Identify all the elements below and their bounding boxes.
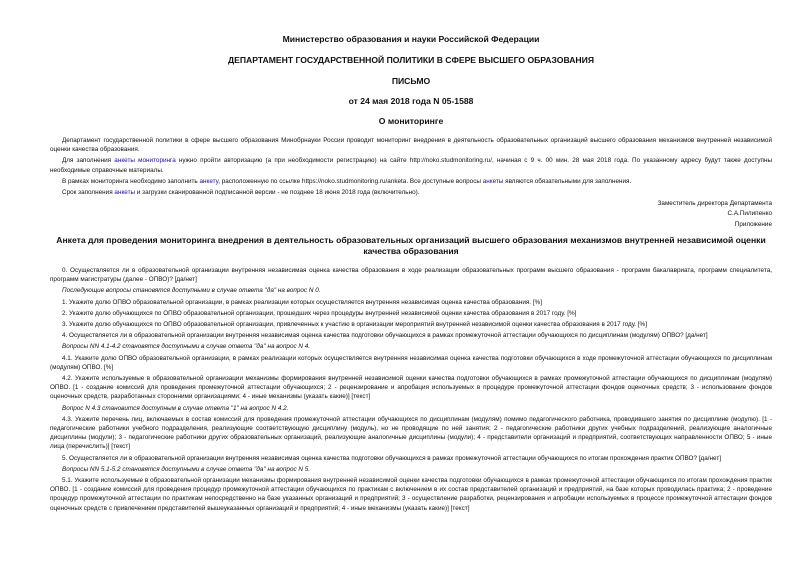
question-5-1: 5.1. Укажите используемые в образовательной организации механизмы формирования внутренней независимой оценки качества подготовки обучающихся в рамках промежуточной аттестации обучающихся по итогам прохождения практик ОПВО. [1 - создание комиссий для проведения процедур промежуточной аттестации обучающихся по практикам с включением в их состав представителей организаций и предприятий, на базе которых проводилась практика; 2 - проведение процедур промежуточной аттестации по практикам непосредственно на базе указанных организаций и предприятий; 3 - осуществление разработки, рецензирования и апробации используемых в процессе промежуточной аттестации фондов оценочных средств с привлечением представителей вышеуказанных организаций и предприятий; 4 - иные механизмы (указать какие)] [текст] — [50, 477, 772, 512]
text-span: Для заполнения — [62, 157, 115, 165]
text-span: Срок заполнения — [62, 189, 115, 197]
anketa-link-3[interactable]: анкеты — [114, 189, 136, 197]
letter-paragraph-1: Департамент государственной политики в сфере высшего образования Минобрнауки России проводит мониторинг внедрения в деятельность образовательных организаций высшего образования механизмов внутренней независимой оценки качества образования. — [50, 137, 772, 154]
annex-title: Анкета для проведения мониторинга внедрения в деятельность образовательных организаций высшего образования механизмов внутренней независимой оценки качества образования — [56, 234, 766, 257]
letter-paragraph-4 — [50, 188, 772, 197]
annex-label: Приложение — [734, 220, 772, 228]
anketa-link[interactable]: анкету — [199, 177, 219, 185]
text-span: нужно пройти авторизацию (а при необходимости регистрацию) на сайте http://noko.studmonitoring.ru/, начиная с 9 ч. 00 мин. 28 мая 2018 года. По указанному адресу будут также доступны необходимые справочные материалы. — [50, 157, 773, 174]
question-1: 1. Укажите долю ОПВО образовательной организации, в рамках реализации которых осуществляется внутренняя независимая оценка качества образования. [%] — [62, 298, 542, 306]
text-span: , расположенную по ссылке https://noko.studmonitoring.ru/anketa. Все доступные вопросы — [218, 177, 483, 185]
question-2: 2. Укажите долю обучающихся по ОПВО образовательной организации, прошедших через процедуры внутренней независимой оценки качества образования в 2017 году. [%] — [62, 309, 577, 317]
text-span: и загрузки сканированной подписанной версии - не позднее 18 июня 2018 года (включительно). — [135, 189, 420, 197]
question-4: 4. Осуществляется ли в образовательной организации внутренняя независимая оценка качества подготовки обучающихся в рамках промежуточной аттестации обучающихся по дисциплинам (модулям) ОПВО? [да/нет] — [62, 332, 708, 340]
question-5: 5. Осуществляется ли в образовательной организации внутренняя независимая оценка качества подготовки обучающихся в рамках промежуточной аттестации обучающихся по итогам прохождения практик ОПВО? [да/нет] — [62, 454, 722, 462]
letter-paragraph-3 — [50, 177, 772, 186]
letter-paragraph-2 — [50, 156, 772, 174]
question-4-2: 4.2. Укажите используемые в образовательной организации механизмы формирования внутренней независимой оценки качества подготовки обучающихся в рамках промежуточной аттестации обучающихся по дисциплинам (модулям) ОПВО. [1 - создание комиссий для проведения промежуточной аттестации обучающихся; 2 - рецензирование и апробация используемых в процедуре промежуточной аттестации фондов оценочных средств; 3 - использование фондов оценочных средств, разработанных сторонними организациями; 4 - иные механизмы (указать какие)] [текст] — [50, 375, 772, 401]
department-heading: ДЕПАРТАМЕНТ ГОСУДАРСТВЕННОЙ ПОЛИТИКИ В СФЕРЕ ВЫСШЕГО ОБРАЗОВАНИЯ — [227, 55, 594, 65]
note-question-5: Вопросы NN 5.1-5.2 становятся доступными в случае ответа "да" на вопрос N 5. — [62, 465, 311, 473]
signer-name: С.А.Пилипенко — [727, 210, 772, 218]
signer-title: Заместитель директора Департамента — [657, 200, 772, 208]
anketa-link-2[interactable]: анкеты — [482, 177, 504, 185]
note-question-4: Вопросы NN 4.1-4.2 становятся доступными в случае ответа "да" на вопрос N 4. — [62, 343, 311, 351]
doc-type-heading: ПИСЬМО — [391, 76, 431, 86]
question-4-1: 4.1. Укажите долю ОПВО образовательной организации, в рамках реализации которых осуществляется внутренняя независимая оценка качества подготовки обучающихся в ходе промежуточной аттестации обучающихся по дисциплинам (модулям) ОПВО. [%] — [50, 354, 772, 371]
question-3: 3. Укажите долю обучающихся по ОПВО образовательной организации, привлеченных к участию в организации мероприятий внутренней независимой оценки качества образования в 2017 году. [%] — [62, 321, 647, 329]
text-span: являются обязательными для заполнения. — [503, 177, 632, 185]
note-question-4-3: Вопрос N 4.3 становится доступным в случае ответа "1" на вопрос N 4.2. — [62, 404, 289, 412]
text-span: В рамках мониторинга необходимо заполнить — [62, 177, 200, 185]
question-4-3: 4.3. Укажите перечень лиц, включаемых в состав комиссий для проведения промежуточной аттестации обучающихся по дисциплинам (модулям) помимо педагогического работника, проводившего занятия по дисциплине (модулю). [1 - педагогические работники учебного подразделения, реализующие соответствующую дисциплину (модуль), но не проводящие по ней занятия; 2 - педагогические работники других учебных подразделений, реализующие аналогичные дисциплины (модули); 3 - педагогические работники других образовательных организаций, реализующие аналогичные дисциплины (модули); 4 - представители организаций и предприятий, соответствующих направленности ОПВО; 5 - иные лица (перечислить)] [текст] — [50, 415, 772, 451]
question-0: 0. Осуществляется ли в образовательной организации внутренняя независимая оценка качества образования в ходе реализации образовательных программ высшего образования - программ бакалавриата, программ специалитета, программ магистратуры (далее - ОПВО)? [да/нет] — [50, 267, 772, 284]
date-number-heading: от 24 мая 2018 года N 05-1588 — [348, 96, 474, 106]
anketa-monitoring-link[interactable]: анкеты мониторинга — [114, 157, 176, 165]
note-question-0: Последующие вопросы становятся доступными в случае ответа "да" на вопрос N 0. — [62, 287, 321, 295]
subject-heading: О мониторинге — [378, 116, 444, 126]
ministry-heading: Министерство образования и науки Российской Федерации — [282, 34, 540, 44]
